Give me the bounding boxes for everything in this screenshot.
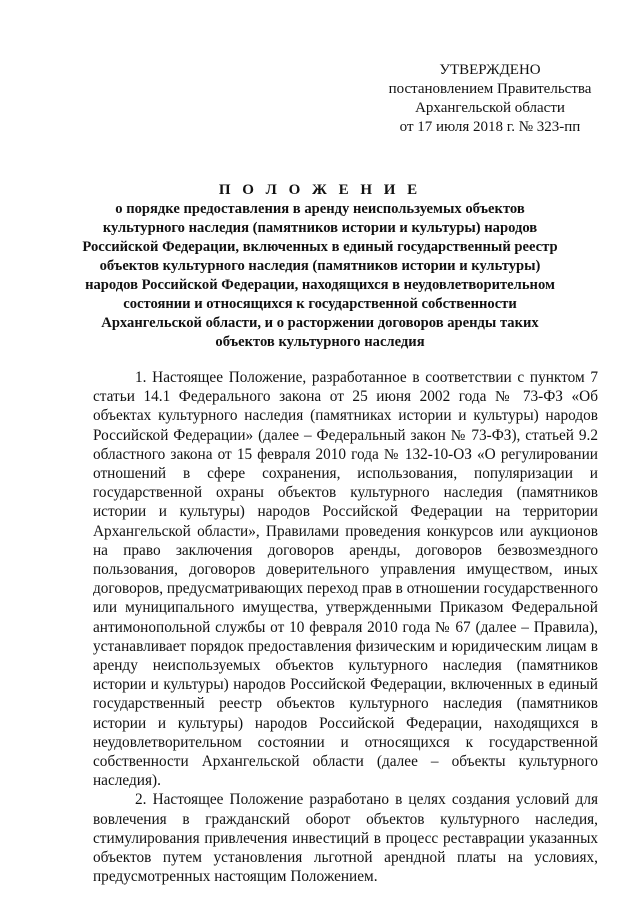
approval-line: постановлением Правительства	[388, 81, 592, 97]
approval-line: Архангельской области	[415, 100, 565, 116]
subtitle-line: объектов культурного наследия (памятников истории и культуры)	[99, 258, 541, 274]
subtitle-line: объектов культурного наследия	[215, 334, 425, 350]
approval-line: от 17 июля 2018 г. № 323-пп	[399, 119, 581, 135]
subtitle-line: культурного наследия (памятников истории и культуры) народов	[102, 220, 538, 236]
document-body	[93, 368, 598, 886]
document-title: П О Л О Ж Е Н И Е	[218, 182, 422, 198]
approval-stamp	[370, 61, 610, 137]
subtitle-line: народов Российской Федерации, находящихся в неудовлетворительном	[85, 277, 555, 293]
subtitle-line: Архангельской области, и о расторжении договоров аренды таких	[101, 315, 539, 331]
subtitle-line: состоянии и относящихся к государственной собственности	[123, 296, 517, 312]
subtitle-line: о порядке предоставления в аренду неиспользуемых объектов	[115, 201, 525, 217]
subtitle-line: Российской Федерации, включенных в единый государственный реестр	[82, 239, 558, 255]
document-subtitle	[80, 200, 560, 352]
approval-line: УТВЕРЖДЕНО	[439, 62, 541, 78]
document-heading	[80, 181, 560, 352]
paragraph-1: 1. Настоящее Положение, разработанное в соответствии с пунктом 7 статьи 14.1 Федерального закона от 25 июня 2002 года № 73-ФЗ «Об объектах культурного наследия (памятниках истории и культуры) народов Российской Федерации» (далее – Федеральный закон № 73-ФЗ), статьей 9.2 областного закона от 15 февраля 2010 года № 132-10-ОЗ «О регулировании отношений в сфере сохранения, использования, популяризации и государственной охраны объектов культурного наследия (памятников истории и культуры) народов Российской Федерации на территории Архангельской области», Правилами проведения конкурсов или аукционов на право заключения договоров аренды, договоров безвозмездного пользования, договоров доверительного управления имуществом, иных договоров, предусматривающих переход прав в отношении государственного или муниципального имущества, утвержденными Приказом Федеральной антимонопольной службы от 10 февраля 2010 года № 67 (далее – Правила), устанавливает порядок предоставления физическим и юридическим лицам в аренду неиспользуемых объектов культурного наследия (памятников истории и культуры) народов Российской Федерации, включенных в единый государственный реестр объектов культурного наследия (памятников истории и культуры) народов Российской Федерации, находящихся в неудовлетворительном состоянии и относящихся к государственной собственности Архангельской области (далее – объекты культурного наследия).	[93, 369, 599, 790]
paragraph-2: 2. Настоящее Положение разработано в целях создания условий для вовлечения в гражданский оборот объектов культурного наследия, стимулирования привлечения инвестиций в процесс реставрации указанных объектов путем установления льготной арендной платы на условиях, предусмотренных настоящим Положением.	[93, 791, 598, 886]
